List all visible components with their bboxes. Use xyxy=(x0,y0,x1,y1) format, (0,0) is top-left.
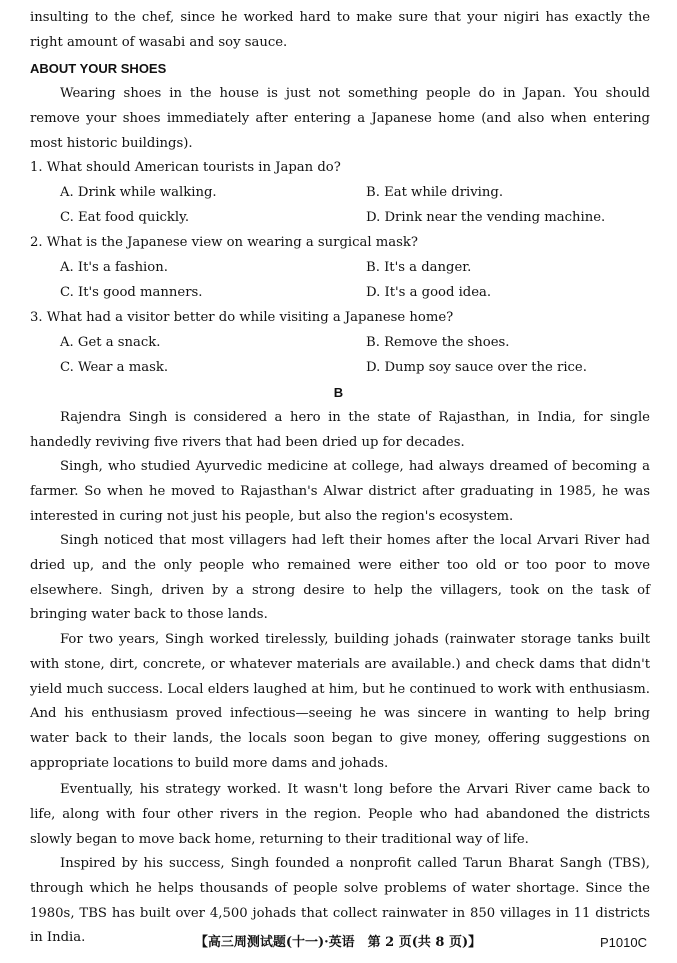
question-2-option-d: D. It's a good idea. xyxy=(366,285,492,300)
section-b-paragraph-4: For two years, Singh worked tirelessly, building johads (rainwater storage tanks built with stone, dirt, concrete, or whatever materials are available.) and check dams that didn't yield much success. Local elders laughed at him, but he continued to work with enthusiasm. And his enthusiasm proved infectious—seeing he was sincere in wanting to help bring water back to their lands, the locals soon began to give money, offering suggestions on appropriate locations to build more dams and johads. xyxy=(30,632,650,771)
question-1-option-d: D. Drink near the vending machine. xyxy=(366,210,606,225)
footer-code: P1010C xyxy=(600,935,647,950)
question-1-stem: 1. What should American tourists in Japan do? xyxy=(30,160,341,175)
question-3-option-b: B. Remove the shoes. xyxy=(366,335,510,350)
question-1-option-b: B. Eat while driving. xyxy=(366,185,504,200)
question-3-option-c: C. Wear a mask. xyxy=(60,360,169,375)
question-3-stem: 3. What had a visitor better do while visiting a Japanese home? xyxy=(30,310,454,325)
question-2-option-b: B. It's a danger. xyxy=(366,260,472,275)
intro-tail-paragraph: insulting to the chef, since he worked hard to make sure that your nigiri has exactly the right amount of wasabi and soy sauce. xyxy=(30,10,650,50)
shoes-heading: ABOUT YOUR SHOES xyxy=(30,61,167,76)
question-3-option-a: A. Get a snack. xyxy=(60,335,161,350)
question-2-stem: 2. What is the Japanese view on wearing a surgical mask? xyxy=(30,235,418,250)
question-1-option-c: C. Eat food quickly. xyxy=(60,210,190,225)
question-1-option-a: A. Drink while walking. xyxy=(60,185,217,200)
footer-title: 【高三周测试题(十一)·英语 第 2 页(共 8 页)】 xyxy=(194,935,482,950)
section-b-paragraph-5: Eventually, his strategy worked. It wasn't long before the Arvari River came back to life, along with four other rivers in the region. People who had abandoned the districts slowly began to move back home, returning to their traditional way of life. xyxy=(30,782,650,847)
section-b-paragraph-2: Singh, who studied Ayurvedic medicine at college, had always dreamed of becoming a farmer. So when he moved to Rajasthan's Alwar district after graduating in 1985, he was interested in curing not just his people, but also the region's ecosystem. xyxy=(30,459,650,524)
question-3-option-d: D. Dump soy sauce over the rice. xyxy=(366,360,587,375)
shoes-paragraph: Wearing shoes in the house is just not something people do in Japan. You should remove your shoes immediately after entering a Japanese home (and also when entering most historic buildings). xyxy=(30,86,650,151)
section-b-paragraph-3: Singh noticed that most villagers had left their homes after the local Arvari River had dried up, and the only people who remained were either too old or too poor to move elsewhere. Singh, driven by a strong desire to help the villagers, took on the task of bringing water back to those lands. xyxy=(30,533,650,623)
section-b-paragraph-6: Inspired by his success, Singh founded a nonprofit called Tarun Bharat Sangh (TBS), through which he helps thousands of people solve problems of water shortage. Since the 1980s, TBS has built over 4,500 johads that collect rainwater in 850 villages in 11 districts in India. xyxy=(30,856,650,946)
section-b-label: B xyxy=(333,385,344,400)
section-b-paragraph-1: Rajendra Singh is considered a hero in the state of Rajasthan, in India, for single handedly reviving five rivers that had been dried up for decades. xyxy=(30,410,650,450)
page-footer xyxy=(0,932,677,954)
question-2-option-a: A. It's a fashion. xyxy=(60,260,168,275)
question-2-option-c: C. It's good manners. xyxy=(60,285,203,300)
